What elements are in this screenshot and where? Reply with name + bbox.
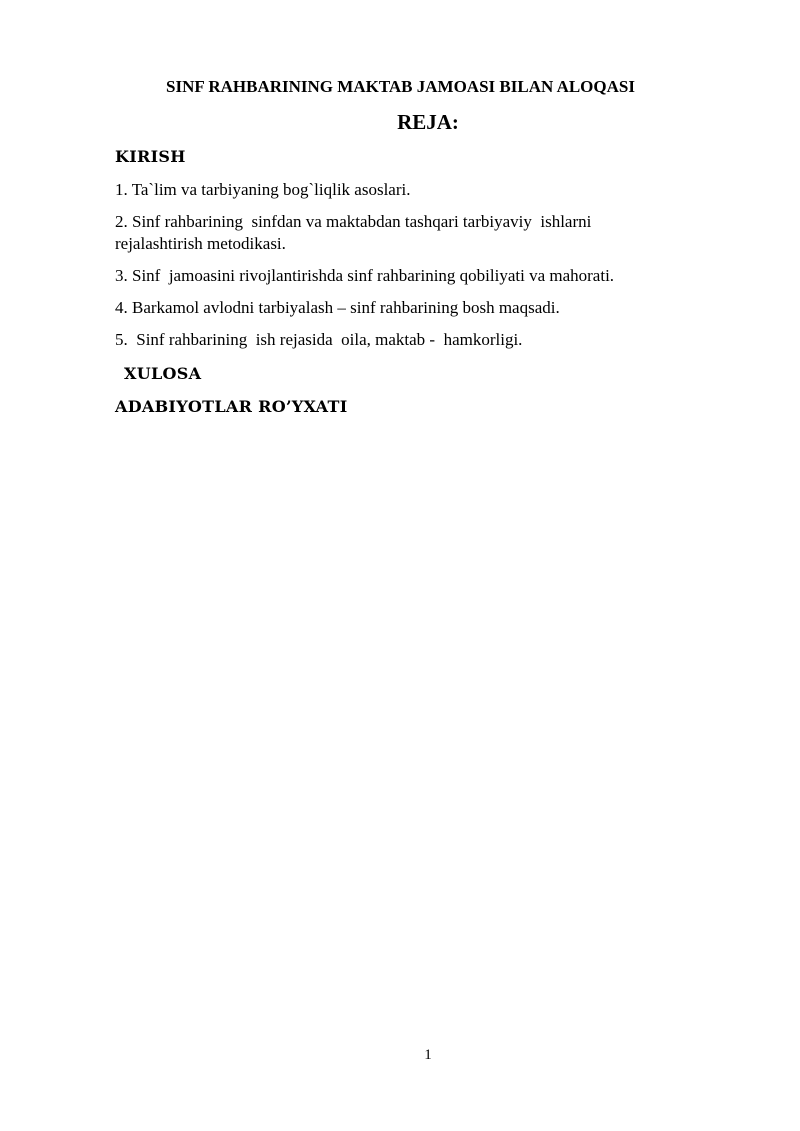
page-number: 1	[424, 1047, 432, 1063]
document-title: SINF RAHBARINING MAKTAB JAMOASI BILAN ALOQASI	[166, 77, 635, 96]
intro-heading: KIRISH	[115, 147, 186, 166]
plan-item: 4. Barkamol avlodni tarbiyalash – sinf rahbarining bosh maqsadi.	[115, 298, 560, 317]
conclusion-heading: XULOSA	[124, 364, 202, 383]
references-heading: ADABIYOTLAR RO’YXATI	[115, 397, 348, 416]
plan-item: 5. Sinf rahbarining ish rejasida oila, maktab - hamkorligi.	[115, 330, 523, 349]
plan-item: 1. Ta`lim va tarbiyaning bog`liqlik asoslari.	[115, 180, 411, 199]
plan-item: 3. Sinf jamoasini rivojlantirishda sinf rahbarining qobiliyati va mahorati.	[115, 266, 615, 285]
plan-item: 2. Sinf rahbarining sinfdan va maktabdan tashqari tarbiyaviy ishlarni rejalashtirish metodikasi.	[115, 212, 596, 253]
plan-heading: REJA:	[397, 110, 459, 134]
